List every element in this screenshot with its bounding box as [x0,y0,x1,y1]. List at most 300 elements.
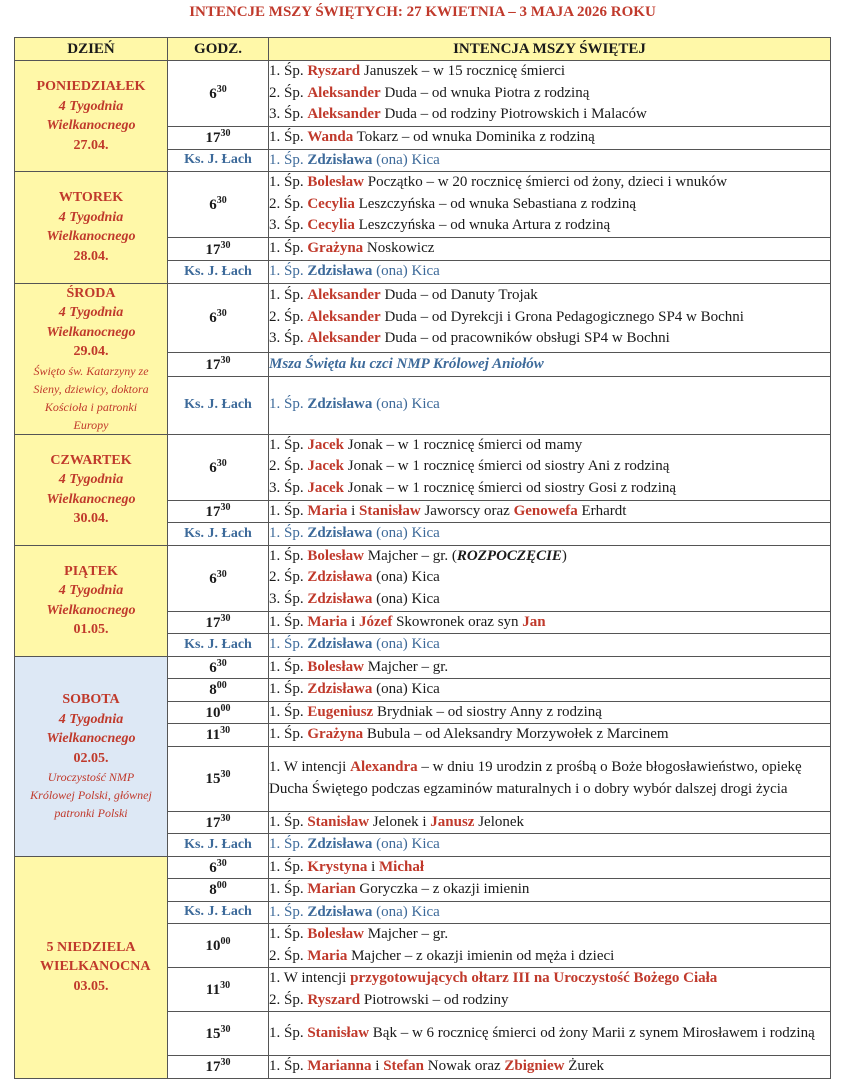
priest-cell: Ks. J. Łach [168,261,269,284]
time-cell [168,500,269,523]
text-span: Bąk – w 6 rocznicę śmierci od żony Marii z synem Mirosławem i rodziną [369,1024,815,1041]
time-cell [168,1056,269,1079]
text-span: 6 [209,310,217,327]
intention-cell [269,679,831,702]
text-span: Majcher – gr. [364,658,449,675]
table-row [15,172,831,238]
time-minute: 30 [216,83,227,95]
time-cell [168,238,269,261]
intention-cell [269,879,831,902]
text-span: Duda – od wnuka Piotra z rodziną [380,84,590,101]
day-cell-wednesday [15,283,168,434]
text-span: (ona) Kica [372,263,440,279]
text-span: 10 [205,704,221,721]
time-minute: 00 [216,680,227,692]
priest-cell: Ks. J. Łach [168,901,269,924]
text-span: Duda – od rodziny Piotrowskich i Malaców [380,106,647,122]
text-span: Krystyna [307,858,368,875]
priest-cell: Ks. J. Łach [168,523,269,546]
header-intention: INTENCJA MSZY ŚWIĘTEJ [269,38,831,61]
intention-cell [269,500,831,523]
text-span: 11 [205,727,221,744]
text-span: 17 [205,814,221,831]
table-row [15,545,831,611]
time-minute: 30 [216,657,227,669]
text-span: Marianna [307,1058,372,1074]
intention-line [269,61,830,83]
text-span: 1. Śp. [269,658,308,675]
time-minute: 30 [220,769,231,780]
text-span: Jonak – w 1 rocznicę śmierci od siostry Gosi z rodziną [344,479,677,496]
day-feast: Święto św. Katarzyny ze Sieny, dziewicy, doktora Kościoła i patronki Europy [33,363,149,432]
text-span: i [347,613,359,630]
intention-line [269,478,830,500]
text-span: Duda – od pracowników obsługi SP4 w Bochni [380,330,670,347]
intention-cell [269,968,831,1012]
intention-cell [269,149,831,172]
text-span: 17 [205,130,221,146]
text-span: 1. Śp. [269,547,308,564]
time-minute: 30 [220,725,231,737]
intention-cell [269,376,831,434]
text-span: ) [561,547,567,564]
text-span: i [347,502,359,519]
text-span: 1. W intencji [269,970,351,986]
time-minute: 30 [216,568,227,580]
intention-line [269,172,830,194]
text-span: Ryszard [307,63,361,79]
text-span: przygotowujących ołtarz III na Uroczystość Bożego Ciała [350,970,718,986]
time-minute: 30 [216,195,227,206]
text-span: 3. Śp. [269,479,308,496]
time-cell [168,968,269,1012]
time-minute: 30 [220,128,231,139]
text-span: 1. Śp. [269,63,308,79]
intention-cell [269,901,831,924]
text-span: Majcher – z okazji imienin od męża i dzieci [347,947,615,964]
day-cell-thursday [15,434,168,545]
time-cell [168,811,269,834]
text-span: oraz [480,502,514,519]
day-date: 29.04. [73,344,109,359]
text-span: Januszek – w 15 rocznicę śmierci [360,63,566,79]
intention-cell [269,61,831,127]
text-span: Duda – od Danuty Trojak [380,287,538,304]
text-span: 1. Śp. [269,396,308,413]
text-span: 1. Śp. [269,1024,308,1041]
intention-cell [269,172,831,238]
time-cell [168,126,269,149]
text-span: Jacek [307,436,345,453]
priest-cell: Ks. J. Łach [168,149,269,172]
intention-line [269,307,830,329]
day-cell-tuesday [15,172,168,284]
mass-intentions-table [14,37,831,1079]
day-cell-sunday [15,856,168,1078]
time-minute: 30 [220,1024,231,1035]
table-row [15,283,831,352]
text-span: Aleksander [307,330,381,347]
intention-cell [269,283,831,352]
intention-cell [269,238,831,261]
time-minute: 30 [220,501,231,513]
text-span: 2. Śp. [269,947,308,964]
time-cell [168,746,269,811]
time-minute: 00 [220,702,231,714]
text-span: 1. Śp. [269,1058,308,1074]
text-span: 17 [205,356,221,373]
mass-note: Msza Święta ku czci NMP Królowej Aniołów [269,355,544,372]
text-span: Leszczyńska – od wnuka Artura z rodziną [354,217,611,234]
text-span: 1. Śp. [269,881,308,897]
text-span: Alexandra [350,759,418,775]
time-cell [168,724,269,747]
text-span: (ona) Kica [372,681,440,697]
text-span: Grażyna [307,726,364,742]
time-minute: 30 [220,1057,231,1069]
text-span: Zdzisława [307,836,373,852]
time-cell [168,434,269,500]
day-cell-monday [15,61,168,172]
day-date: 02.05. [73,750,109,766]
time-minute: 00 [220,936,231,947]
text-span: Józef [359,613,393,630]
time-cell [168,701,269,724]
text-span: (ona) Kica [372,569,440,586]
time-cell [168,545,269,611]
text-span: Zdzisława [307,636,373,652]
text-span: Cecylia [307,217,355,234]
intention-cell [269,1056,831,1079]
intention-cell [269,656,831,679]
intention-cell [269,545,831,611]
intention-line [269,589,830,611]
text-span: 1. Śp. [269,703,308,720]
text-span: i [367,858,380,875]
intention-cell [269,856,831,879]
text-span: Tokarz – od wnuka Dominika z rodziną [353,128,595,145]
text-span: 1. Śp. [269,287,308,304]
day-date: 03.05. [73,978,109,994]
text-span: 3. Śp. [269,217,308,234]
text-span: 1. Śp. [269,525,308,541]
text-span: Nowak [424,1058,472,1074]
text-span: 10 [205,938,221,954]
priest-cell: Ks. J. Łach [168,376,269,434]
text-span: 1. Śp. [269,681,308,697]
text-span: Genowefa [513,502,578,519]
text-span: (ona) Kica [372,636,440,652]
text-span: Stefan [383,1058,425,1074]
intention-cell [269,634,831,657]
text-span: Bubula – od Aleksandry Morzywołek z Marcinem [363,726,669,742]
text-span: 1. Śp. [269,813,308,830]
header-time: GODZ. [168,38,269,61]
text-span: Początko – w 20 rocznicę śmierci od żony, dzieci i wnuków [364,174,728,191]
time-cell [168,679,269,702]
text-span: 2. Śp. [269,195,308,212]
text-span: 6 [209,659,217,676]
day-week: 4 Tygodnia Wielkanocnego [46,209,136,245]
text-span: 6 [209,459,217,476]
time-minute: 30 [220,980,231,991]
intention-line [269,104,830,126]
text-span: Noskowicz [363,240,435,257]
table-row [15,434,831,500]
text-span: 17 [205,614,221,631]
page-title: INTENCJE MSZY ŚWIĘTYCH: 27 KWIETNIA – 3 MAJA 2026 ROKU [189,4,656,20]
text-span: 2. Śp. [269,84,308,101]
text-span: 1. Śp. [269,903,308,920]
text-span: Stanisław [307,1024,370,1041]
text-span: 3. Śp. [269,106,308,122]
text-span: 1. Śp. [269,436,308,453]
intention-cell [269,811,831,834]
text-span: 6 [209,570,217,587]
priest-cell: Ks. J. Łach [168,634,269,657]
day-feast: Uroczystość NMP Królowej Polski, głównej patronki Polski [30,770,152,820]
day-cell-friday [15,545,168,656]
time-minute: 30 [220,612,231,624]
day-date: 27.04. [73,137,109,153]
text-span: Maria [307,613,348,630]
text-span: 2. Śp. [269,308,308,325]
text-span: Maria [307,947,348,964]
text-span: Zdzisława [307,681,373,697]
text-span: Jelonek [474,813,525,830]
text-span: 1. Śp. [269,502,308,519]
text-span: 1. Śp. [269,174,308,191]
time-minute: 30 [216,457,227,469]
text-span: 1. Śp. [269,128,308,145]
text-span: Zdzisława [307,151,373,168]
text-span: Bolesław [307,547,365,564]
text-span: Zbigniew [504,1058,565,1074]
text-span: Goryczka – z okazji imienin [355,881,530,897]
text-span: Zdzisława [307,569,373,586]
time-minute: 30 [220,239,231,251]
table-row [15,856,831,879]
text-span: 1. Śp. [269,858,308,875]
intention-line [269,456,830,478]
text-span: Zdzisława [307,263,373,279]
intention-line [269,968,830,990]
intention-line [269,990,830,1012]
day-date: 01.05. [73,622,109,637]
text-span: Maria [307,502,348,519]
text-span: (ona) Kica [372,151,440,168]
text-span: 1. Śp. [269,151,308,168]
day-name: 5 NIEDZIELA WIELKANOCNA [40,939,151,975]
text-span: 8 [209,882,217,899]
text-span: Eugeniusz [307,703,374,720]
text-span: Bolesław [307,658,365,675]
text-span: 6 [209,197,217,213]
text-span: 15 [205,771,221,787]
day-name: SOBOTA [62,692,120,707]
text-span: Zdzisława [307,525,373,541]
text-span: Aleksander [307,287,381,304]
time-hour: 6 [209,85,217,102]
text-span: 2. Śp. [269,569,308,586]
text-span: 1. Śp. [269,926,308,942]
text-span: Cecylia [307,195,355,212]
time-cell [168,172,269,238]
text-span: 1. Śp. [269,726,308,742]
day-name: PONIEDZIAŁEK [36,79,146,94]
intention-line [269,946,830,968]
intention-cell [269,724,831,747]
text-span: Jan [522,613,546,630]
text-span: Aleksander [307,106,381,122]
text-span: Aleksander [307,84,381,101]
text-span: Jonak – w 1 rocznicę śmierci od siostry Ani z rodziną [344,458,670,475]
text-span: 6 [209,859,217,876]
intention-cell [269,126,831,149]
text-span: Bolesław [307,926,365,942]
text-span: Jelonek i [369,813,431,830]
text-span: 1. Śp. [269,240,308,257]
time-cell [168,656,269,679]
text-span: Grażyna [307,240,364,257]
time-minute: 00 [216,880,227,892]
intention-cell [269,1012,831,1056]
time-cell [168,352,269,376]
time-cell [168,611,269,634]
text-span: Zdzisława [307,590,373,607]
day-name: ŚRODA [66,285,116,301]
intention-cell [269,834,831,857]
text-span: 1. Śp. [269,836,308,852]
day-name: PIĄTEK [64,563,118,579]
text-span: 2. Śp. [269,991,308,1008]
time-minute: 30 [216,308,227,320]
day-date: 28.04. [73,248,109,264]
text-span: 17 [205,1059,221,1076]
text-span: oraz [471,1058,505,1074]
text-span: Marian [307,881,356,897]
text-span: (ona) Kica [372,836,440,852]
text-span: 15 [205,1026,221,1042]
intention-cell [269,523,831,546]
text-span: ROZPOCZĘCIE [456,547,562,564]
intention-cell [269,261,831,284]
time-minute: 30 [220,812,231,824]
time-cell [168,924,269,968]
day-week: 4 Tygodnia Wielkanocnego [46,305,136,340]
intention-line [269,285,830,307]
text-span: (ona) Kica [372,396,440,413]
text-span: Janusz [430,813,475,830]
text-span: 17 [205,241,221,258]
text-span: Zdzisława [307,903,373,920]
text-span: Piotrowski – od rodziny [360,991,509,1008]
text-span: 1. W intencji [269,759,351,775]
intention-cell [269,434,831,500]
text-span: Wanda [307,128,354,145]
intention-cell [269,352,831,376]
table-row [15,656,831,679]
text-span: Duda – od Dyrekcji i Grona Pedagogicznego SP4 w Bochni [380,308,744,325]
table-row [15,61,831,127]
intention-line [269,567,830,589]
day-week: 4 Tygodnia Wielkanocnego [46,472,136,507]
text-span: Żurek [564,1058,605,1074]
text-span: Majcher – gr. ( [364,547,457,564]
header-row [15,38,831,61]
day-week: 4 Tygodnia Wielkanocnego [46,98,136,133]
text-span: 3. Śp. [269,330,308,347]
intention-line [269,546,830,568]
header-day: DZIEŃ [15,38,168,61]
day-name: WTOREK [58,190,124,206]
text-span: Michał [379,858,425,875]
text-span: 1. Śp. [269,636,308,652]
text-span: Bolesław [307,174,365,191]
text-span: Leszczyńska – od wnuka Sebastiana z rodziną [354,195,636,212]
text-span: Majcher – gr. [364,926,449,942]
text-span: 11 [205,982,221,998]
day-week: 4 Tygodnia Wielkanocnego [46,583,136,618]
text-span: Ryszard [307,991,361,1008]
intention-cell [269,611,831,634]
intention-cell [269,746,831,811]
day-date: 30.04. [73,511,109,526]
intention-cell [269,924,831,968]
text-span: 1. Śp. [269,263,308,279]
text-span: Jaworscy [420,502,481,519]
priest-cell: Ks. J. Łach [168,834,269,857]
text-span: Zdzisława [307,396,373,413]
text-span: 1. Śp. [269,613,308,630]
day-cell-saturday [15,656,168,856]
intention-line [269,215,830,237]
intention-line [269,83,830,105]
intention-line [269,194,830,216]
time-cell [168,283,269,352]
time-cell [168,61,269,127]
time-cell [168,856,269,879]
text-span: Jacek [307,479,345,496]
intention-line [269,328,830,350]
text-span: (ona) Kica [372,903,440,920]
text-span: (ona) Kica [372,590,440,607]
intention-line [269,924,830,946]
time-cell [168,1012,269,1056]
text-span: Jacek [307,458,345,475]
text-span: Aleksander [307,308,381,325]
time-cell [168,879,269,902]
text-span: Brydniak – od siostry Anny z rodziną [373,703,602,720]
text-span: 3. Śp. [269,590,308,607]
text-span: Jonak – w 1 rocznicę śmierci od mamy [344,436,583,453]
text-span: i [371,1058,384,1074]
time-minute: 30 [216,857,227,869]
text-span: 2. Śp. [269,458,308,475]
text-span: 8 [209,682,217,699]
text-span: Erhardt [577,502,627,519]
text-span: (ona) Kica [372,525,440,541]
text-span: Stanisław [359,502,421,519]
day-name: CZWARTEK [50,452,132,468]
intention-line [269,435,830,457]
text-span: – w dniu 19 urodzin z prośbą o Boże błogosławieństwo, opiekę Ducha Świętego podczas egzaminów maturalnych i o dobry wybór dalszej drogi życia [269,759,802,797]
day-week: 4 Tygodnia Wielkanocnego [46,711,136,746]
text-span: Stanisław [307,813,370,830]
intention-cell [269,701,831,724]
text-span: 17 [205,503,221,520]
time-minute: 30 [220,354,231,366]
